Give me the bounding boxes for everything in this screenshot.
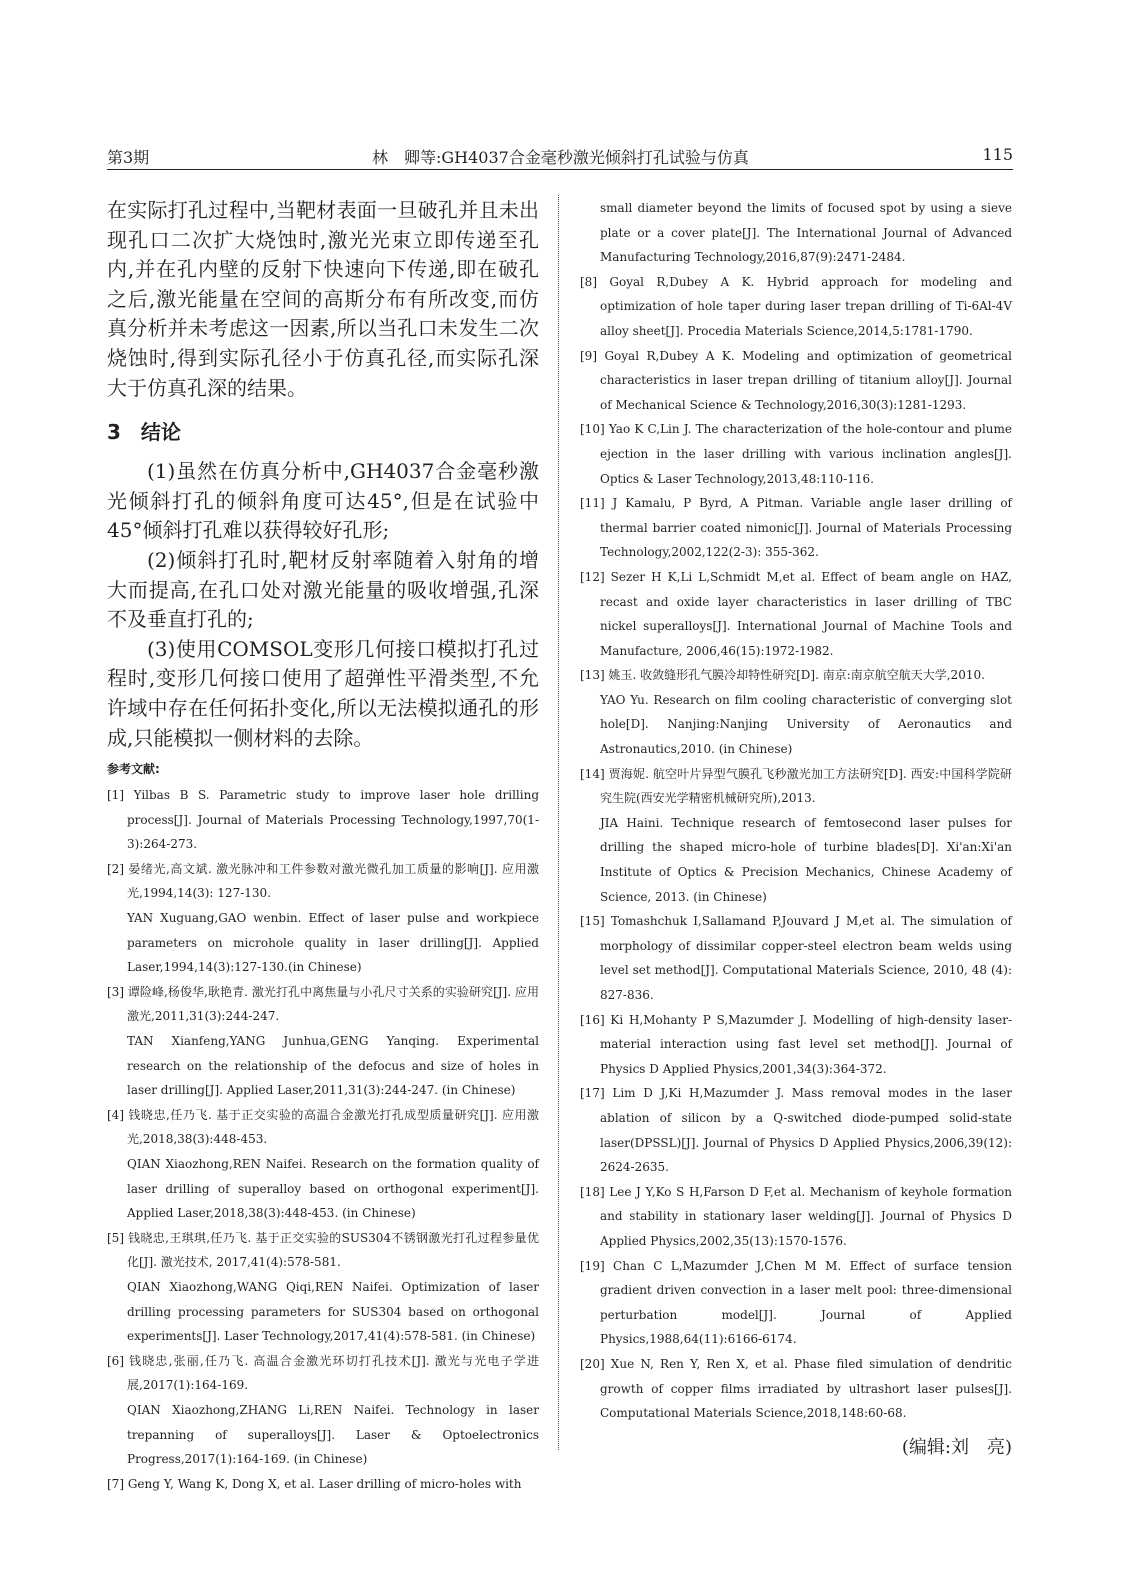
reference-text: Yilbas B S. Parametric study to improve laser hole drilling process[J]. Journal of Materials Processing Technology,1997,70(1-3):264-273. [127,788,540,852]
reference-number: [3] [107,984,128,999]
reference-number: [14] [580,766,609,781]
reference-number: [15] [580,914,611,929]
reference-number: [2] [107,861,129,876]
reference-item [580,762,1012,910]
reference-item [580,909,1012,1007]
reference-text: small diameter beyond the limits of focused spot by using a sieve plate or a cover plate[J]. The International Journal of Advanced Manufacturing Technology,2016,87(9):2471-2484. [600,201,1012,265]
reference-text: 贾海妮. 航空叶片异型气膜孔飞秒激光加工方法研究[D]. 西安:中国科学院研究生院(西安光学精密机械研究所),2013. [600,766,1012,806]
reference-text: Sezer H K,Li L,Schmidt M,et al. Effect of beam angle on HAZ, recast and oxide layer characteristics in laser drilling of TBC nickel superalloys[J]. International Journal of Machine Tools and Manufacture, 2006,46(15):1972-1982. [600,569,1012,658]
reference-text: 晏绪光,高文斌. 激光脉冲和工件参数对激光微孔加工质量的影响[J]. 应用激光,1994,14(3): 127-130. [127,861,540,901]
reference-item [107,1103,539,1226]
reference-translation: TAN Xianfeng,YANG Junhua,GENG Yanqing. Experimental research on the relationship of the defocus and size of holes in laser drilling[J]. Applied Laser,2011,31(3):244-247. (in Chinese) [127,1034,539,1098]
reference-text: 钱晓忠,任乃飞. 基于正交实验的高温合金激光打孔成型质量研究[J]. 应用激光,2018,38(3):448-453. [127,1107,540,1147]
reference-item [580,663,1012,761]
reference-item [580,491,1012,565]
reference-number: [16] [580,1012,611,1027]
reference-item [580,1180,1012,1254]
reference-translation: QIAN Xiaozhong,ZHANG Li,REN Naifei. Technology in laser trepanning of superalloys[J]. Laser & Optoelectronics Progress,2017(1):164-169. (in Chinese) [127,1402,539,1467]
intro-paragraph: 在实际打孔过程中,当靶材表面一旦破孔并且未出现孔口二次扩大烧蚀时,激光光束立即传递至孔内,并在孔内壁的反射下快速向下传递,即在破孔之后,激光能量在空间的高斯分布有所改变,而仿真分析并未考虑这一因素,所以当孔口未发生二次烧蚀时,得到实际孔径小于仿真孔径,而实际孔深大于仿真孔深的结果。 [107,198,539,400]
reference-item [580,1081,1012,1179]
section-heading: 3 结论 [107,420,181,445]
reference-text: Goyal R,Dubey A K. Hybrid approach for modeling and optimization of hole taper during laser trepan drilling of Ti-6Al-4V alloy sheet[J]. Procedia Materials Science,2014,5:1781-1790. [600,274,1012,338]
reference-text: 谭险峰,杨俊华,耿艳青. 激光打孔中离焦量与小孔尺寸关系的实验研究[J]. 应用激光,2011,31(3):244-247. [127,984,539,1024]
reference-item [107,1472,539,1497]
reference-text: Goyal R,Dubey A K. Modeling and optimization of geometrical characteristics in laser trepan drilling of titanium alloy[J]. Journal of Mechanical Science & Technology,2016,30(3):1281-1293. [600,348,1013,412]
reference-text: Lim D J,Ki H,Mazumder J. Mass removal modes in the laser ablation of silicon by a Q-switched diode-pumped solid-state laser(DPSSL)[J]. Journal of Physics D Applied Physics,2006,39(12): 2624-2635. [600,1086,1012,1175]
reference-text: Chan C L,Mazumder J,Chen M M. Effect of surface tension gradient driven convection in a laser melt pool: three-dimensional perturbation model[J]. Journal of Applied Physics,1988,64(11):6166-6174. [600,1258,1012,1347]
reference-item [580,270,1012,344]
reference-item [107,783,539,857]
reference-item [580,196,1012,270]
reference-item [107,980,539,1103]
reference-number: [5] [107,1230,129,1245]
reference-item [580,565,1012,663]
running-title: 林 卿等:GH4037合金毫秒激光倾斜打孔试验与仿真 [372,148,749,167]
reference-text: 钱晓忠,张丽,任乃飞. 高温合金激光环切打孔技术[J]. 激光与光电子学进展,2017(1):164-169. [127,1353,539,1393]
conclusion-3: (3)使用COMSOL变形几何接口模拟打孔过程时,变形几何接口使用了超弹性平滑类型,不允许域中存在任何拓扑变化,所以无法模拟通孔的形成,只能模拟一侧材料的去除。 [107,636,539,750]
references-list-right [580,196,1012,1426]
reference-number: [20] [580,1356,611,1371]
reference-text: 钱晓忠,王琪琪,任乃飞. 基于正交实验的SUS304不锈钢激光打孔过程参量优化[J]. 激光技术, 2017,41(4):578-581. [127,1230,539,1270]
reference-translation: QIAN Xiaozhong,REN Naifei. Research on the formation quality of laser drilling of superalloy based on orthogonal experiment[J]. Applied Laser,2018,38(3):448-453. (in Chinese) [127,1157,539,1221]
reference-number: [8] [580,274,610,289]
reference-translation: JIA Haini. Technique research of femtosecond laser pulses for drilling the shaped micro-hole of turbine blades[D]. Xi'an:Xi'an Institute of Optics & Precision Mechanics, Chinese Academy of Science, 2013. (in Chinese) [600,815,1012,904]
reference-item [580,344,1012,418]
reference-text: Xue N, Ren Y, Ren X, et al. Phase filed simulation of dendritic growth of copper films irradiated by ultrashort laser pulses[J]. Computational Materials Science,2018,148:60-68. [600,1356,1012,1421]
reference-number: [11] [580,496,613,511]
reference-number: [18] [580,1184,610,1199]
reference-item [107,1226,539,1349]
conclusion-1: (1)虽然在仿真分析中,GH4037合金毫秒激光倾斜打孔的倾斜角度可达45°,但是在试验中45°倾斜打孔难以获得较好孔形; [107,459,539,543]
conclusion-2: (2)倾斜打孔时,靶材反射率随着入射角的增大而提高,在孔口处对激光能量的吸收增强,孔深不及垂直打孔的; [107,547,539,632]
reference-number: [13] [580,668,609,683]
references-list-left [107,783,539,1496]
column-divider [558,195,559,1450]
issue-number: 第3期 [107,148,150,167]
right-column [580,196,1012,1460]
reference-text: Ki H,Mohanty P S,Mazumder J. Modelling of high-density laser-material interaction using fast level set method[J]. Journal of Physics D Applied Physics,2001,34(3):364-372. [600,1012,1013,1076]
editor-credit: (编辑:刘 亮) [901,1436,1012,1458]
reference-text: Tomashchuk I,Sallamand P,Jouvard J M,et al. The simulation of morphology of dissimilar copper-steel electron beam welds using level set method[J]. Computational Materials Science, 2010, 48 (4): 827-836. [600,914,1013,1002]
reference-number: [12] [580,569,611,584]
reference-number: [1] [107,788,134,803]
reference-translation: YAN Xuguang,GAO wenbin. Effect of laser pulse and workpiece parameters on microhole quality in laser drilling[J]. Applied Laser,1994,14(3):127-130.(in Chinese) [127,911,539,975]
reference-number: [4] [107,1107,129,1122]
reference-text: Yao K C,Lin J. The characterization of the hole-contour and plume ejection in the laser drilling with various inclination angles[J]. Optics & Laser Technology,2013,48:110-116. [600,422,1013,486]
running-header [107,145,1013,170]
reference-number: [17] [580,1086,613,1101]
reference-text: 姚玉. 收敛缝形孔气膜冷却特性研究[D]. 南京:南京航空航天大学,2010. [608,668,985,683]
reference-item [580,417,1012,491]
reference-number: [7] [107,1476,128,1491]
left-column [107,196,539,1496]
reference-number: [6] [107,1353,130,1368]
reference-item [107,857,539,980]
reference-text: J Kamalu, P Byrd, A Pitman. Variable angle laser drilling of thermal barrier coated nimonic[J]. Journal of Materials Processing Technology,2002,122(2-3): 355-362. [600,496,1013,560]
reference-number: [10] [580,422,609,437]
reference-number: [9] [580,348,605,363]
reference-item [580,1352,1012,1426]
reference-item [580,1254,1012,1352]
reference-translation: QIAN Xiaozhong,WANG Qiqi,REN Naifei. Optimization of laser drilling processing parameters for SUS304 based on orthogonal experiments[J]. Laser Technology,2017,41(4):578-581. (in Chinese) [127,1279,539,1344]
page-number: 115 [982,145,1013,164]
reference-translation: YAO Yu. Research on film cooling characteristic of converging slot hole[D]. Nanjing:Nanjing University of Aeronautics and Astronautics,2010. (in Chinese) [600,692,1012,757]
references-heading: 参考文献: [107,762,160,777]
reference-number: [19] [580,1258,614,1273]
reference-item [107,1349,539,1472]
reference-text: Lee J Y,Ko S H,Farson D F,et al. Mechanism of keyhole formation and stability in stationary laser welding[J]. Journal of Physics D Applied Physics,2002,35(13):1570-1576. [600,1184,1012,1248]
reference-text: Geng Y, Wang K, Dong X, et al. Laser drilling of micro-holes with [127,1476,522,1491]
reference-item [580,1008,1012,1082]
